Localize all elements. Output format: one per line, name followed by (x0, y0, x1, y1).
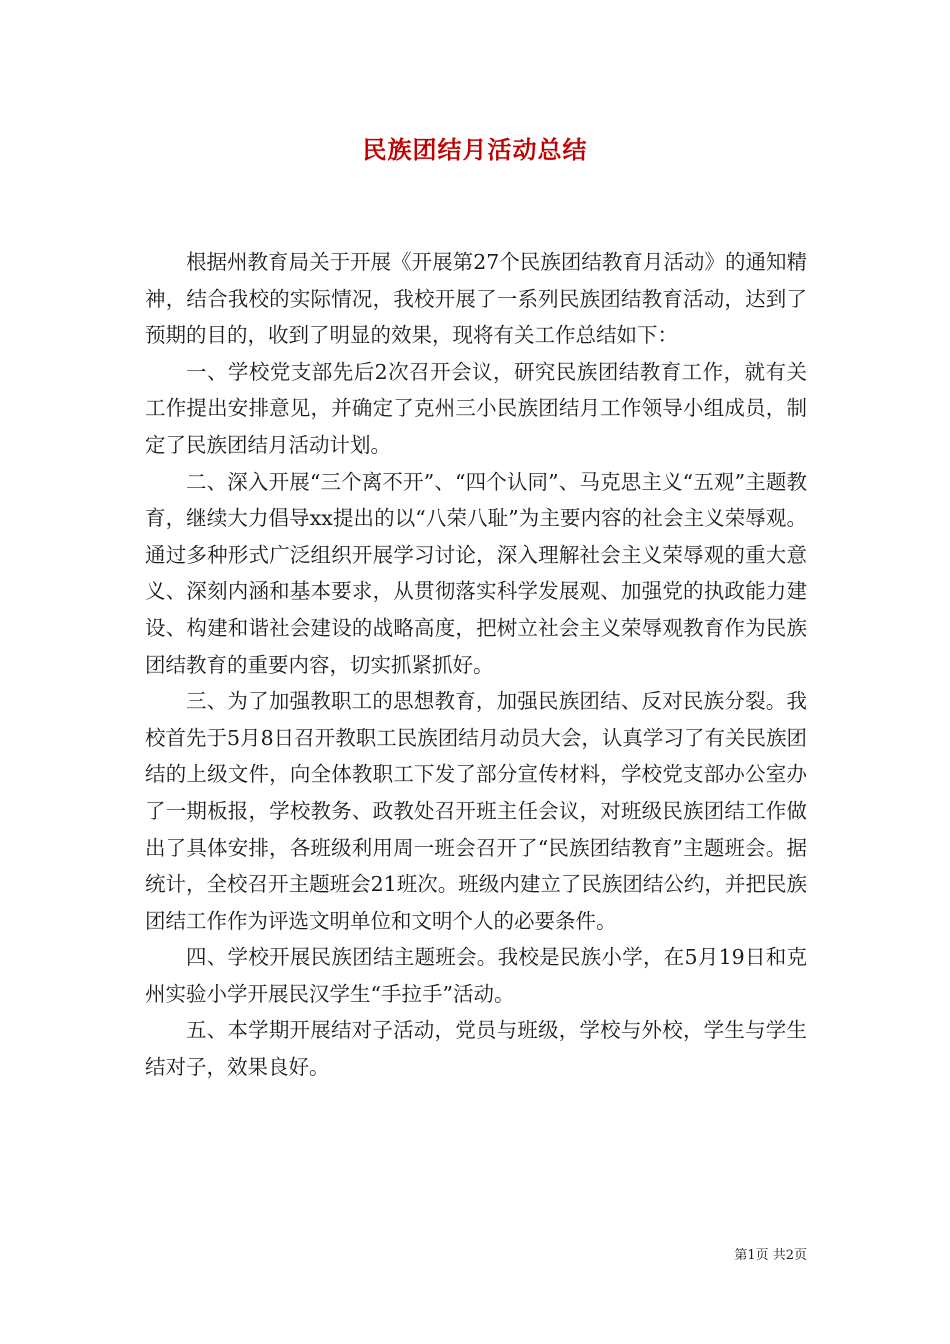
paragraph-intro: 根据州教育局关于开展《开展第27个民族团结教育月活动》的通知精神，结合我校的实际情况，我校开展了一系列民族团结教育活动，达到了预期的目的，收到了明显的效果，现将有关工作总结如下： (145, 250, 807, 348)
document-body (145, 244, 807, 1086)
document-title: 民族团结月活动总结 (362, 135, 588, 164)
paragraph-3: 三、为了加强教职工的思想教育，加强民族团结、反对民族分裂。我校首先于5月8日召开教职工民族团结月动员大会，认真学习了有关民族团结的上级文件，向全体教职工下发了部分宣传材料，学校党支部办公室办了一期板报，学校教务、政教处召开班主任会议，对班级民族团结工作做出了具体安排，各班级利用周一班会召开了“民族团结教育”主题班会。据统计，全校召开主题班会21班次。班级内建立了民族团结公约，并把民族团结工作作为评选文明单位和文明个人的必要条件。 (145, 689, 807, 933)
paragraph-5: 五、本学期开展结对子活动，党员与班级，学校与外校，学生与学生结对子，效果良好。 (145, 1018, 807, 1080)
paragraph-2: 二、深入开展“三个离不开”、“四个认同”、马克思主义“五观”主题教育，继续大力倡导xx提出的以“八荣八耻”为主要内容的社会主义荣辱观。通过多种形式广泛组织开展学习讨论，深入理解社会主义荣辱观的重大意义、深刻内涵和基本要求，从贯彻落实科学发展观、加强党的执政能力建设、构建和谐社会建设的战略高度，把树立社会主义荣辱观教育作为民族团结教育的重要内容，切实抓紧抓好。 (145, 469, 807, 677)
paragraph-4: 四、学校开展民族团结主题班会。我校是民族小学，在5月19日和克州实验小学开展民汉学生“手拉手”活动。 (145, 945, 807, 1006)
paragraph-1: 一、学校党支部先后2次召开会议，研究民族团结教育工作，就有关工作提出安排意见，并确定了克州三小民族团结月工作领导小组成员，制定了民族团结月活动计划。 (145, 359, 807, 457)
page-number-footer: 第1页 共2页 (734, 1248, 807, 1263)
